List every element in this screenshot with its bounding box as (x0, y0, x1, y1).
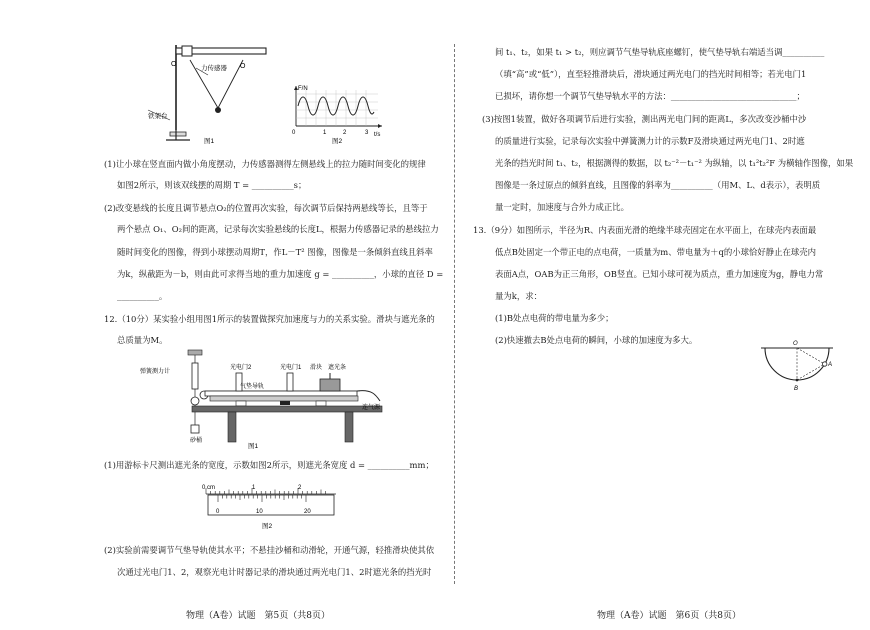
pendulum-figure (140, 40, 275, 145)
q11-p2-line2: 两个悬点 O₁、O₂间的距离，记录每次实验悬线的长度L，根据力传感器记录的悬线拉力 (117, 224, 439, 234)
air-hose (357, 391, 380, 401)
r-line2: （填“高”或“低”），直至轻推滑块后，滑块通过两光电门的挡光时间相等；若光电门1 (495, 69, 807, 79)
r-line4: (3)按图1装置，做好各项调节后进行实验，测出两光电门间的距离L，多次改变沙桶中沙 (482, 114, 807, 124)
vernier-caption: 图2 (262, 523, 273, 530)
q13-part2: (2)快速撤去B处点电荷的瞬间，小球的加速度为多大。 (495, 335, 698, 345)
fig1-caption: 图1 (204, 138, 215, 145)
oa-line (797, 348, 825, 364)
air-track-apparatus (140, 347, 390, 450)
label-b: B (794, 386, 799, 392)
r-line8: 量一定时，加速度与合外力成正比。 (495, 202, 629, 212)
ceiling-mount (188, 350, 202, 355)
r-line3: 已损坏，请你想一个调节气垫导轨水平的方法：______________________________； (495, 91, 805, 101)
pendulum-ball (215, 107, 221, 113)
tick-0: 0 (292, 130, 296, 136)
stand-base (170, 132, 186, 136)
spring-scale (192, 363, 198, 389)
movable-pulley (191, 397, 199, 405)
q11-p1-line1: (1)让小球在竖直面内做小角度摆动，力传感器测得左侧悬线上的拉力随时间变化的规律 (104, 159, 426, 169)
q13-line4: 量为k，求： (495, 291, 542, 301)
main-tick-2: 2 (298, 485, 302, 491)
label-a: A (828, 362, 833, 368)
label-sensor: 力传感器 (201, 65, 227, 72)
q11-p1-line2: 如图2所示，则该双线摆的周期 T = __________s； (117, 180, 307, 190)
q13-line3: 表面A点，OAB为正三角形，OB竖直。已知小球可视为质点，重力加速度为g，静电力常 (495, 269, 824, 279)
r-line5: 的质量进行实验，记录每次实验中弹簧测力计的示数F及滑块通过两光电门1、2时遮 (495, 136, 805, 146)
force-time-graph (286, 82, 388, 144)
q11-p2-line4: 为k，纵截距为－b，则由此可求得当地的重力加速度 g = __________，小球的直径 D = (117, 269, 444, 279)
label-spring: 弹簧测力计 (140, 369, 171, 375)
tick-1: 1 (323, 130, 327, 136)
r-line1: 间 t₁、t₂，如果 t₁ > t₂，则应调节气垫导轨底座螺钉，使气垫导轨右端适当调__________ (495, 47, 825, 57)
fig2-caption: 图2 (332, 138, 343, 144)
q13-line2: 低点B处固定一个带正电的点电荷，一质量为m、带电量为＋q的小球恰好静止在球壳内 (495, 247, 816, 257)
apparatus-caption: 图1 (248, 443, 259, 450)
main-tick-1: 1 (252, 485, 256, 491)
label-strip: 遮光条 (328, 365, 347, 371)
air-track (205, 391, 357, 396)
r-line7: 图像是一条过原点的倾斜直线，且图像的斜率为__________（用M、L、d表示），表明质 (495, 180, 821, 190)
ball-a (823, 362, 827, 366)
q12-head-line1: 12.（10分）某实验小组用图1所示的装置做探究加速度与力的关系实验。滑块与遮光条的 (104, 314, 435, 324)
slider-block (320, 379, 340, 391)
track-base (210, 396, 358, 401)
q13-line1: 13.（9分）如图所示，半径为R、内表面光滑的绝缘半球壳固定在水平面上，在球壳内表面最 (473, 225, 817, 235)
q11-p2-line3: 随时间变化的图像，得到小球摆动周期T，作L－T² 图像，图像是一条倾斜直线且斜率 (117, 247, 433, 257)
footer-left: 物理（A卷）试题 第5页（共8页） (186, 611, 330, 621)
q13-part1: (1)B处点电荷的带电量为多少； (495, 313, 614, 323)
vernier-caliper (196, 480, 346, 532)
right-page (455, 0, 870, 630)
graph-xlabel: t/s (374, 132, 381, 138)
table-top (192, 406, 382, 412)
vernier-tick-10: 10 (256, 509, 263, 515)
tick-3: 3 (365, 130, 369, 136)
label-stand: 铁架台 (148, 113, 168, 120)
vernier-tick-20: 20 (304, 509, 311, 515)
label-track: 气垫导轨 (240, 384, 265, 390)
q12-p2-line2: 次通过光电门1、2，观察光电计时器记录的滑块通过两光电门1、2时遮光条的挡光时 (117, 567, 432, 577)
label-o2: O (240, 63, 246, 70)
label-sand: 砂桶 (190, 438, 203, 444)
photogate-1 (287, 373, 293, 391)
track-weight (280, 401, 290, 405)
label-o: O (793, 341, 798, 347)
q12-head-line2: 总质量为M。 (117, 335, 168, 345)
label-gate1: 光电门1 (280, 365, 302, 371)
tick-2: 2 (343, 130, 347, 136)
graph-ylabel: F/N (298, 86, 308, 92)
label-o: O (171, 61, 177, 68)
charge-b (796, 379, 799, 382)
label-air: 连气源 (362, 405, 381, 411)
vernier-cm: 0 cm (202, 485, 216, 491)
vernier-tick-0: 0 (216, 509, 220, 515)
q11-p2-line1: (2)改变悬线的长度且调节悬点O₂的位置再次实验，每次调节后保持两悬线等长，且等于 (104, 203, 428, 213)
hemisphere-figure (757, 332, 837, 394)
label-gate2: 光电门2 (230, 365, 252, 371)
force-sensor-box (182, 46, 192, 56)
ab-line (797, 364, 825, 380)
sand-bucket (191, 425, 199, 433)
table-leg-left (228, 412, 236, 442)
label-slider: 滑块 (310, 365, 323, 371)
footer-right: 物理（A卷）试题 第6页（共8页） (597, 611, 741, 621)
table-leg-right (345, 412, 353, 442)
q12-p2-line1: (2)实验前需要调节气垫导轨使其水平；不悬挂沙桶和动滑轮，开通气源，轻推滑块使其依 (104, 545, 435, 555)
r-line6: 光条的挡光时间 t₁、t₂，根据测得的数据，以 t₂⁻²－t₁⁻² 为纵轴，以 t₁²t₂²F 为横轴作图像，如果 (495, 158, 854, 168)
q11-p2-line5: __________。 (117, 291, 168, 301)
q12-p1: (1)用游标卡尺测出遮光条的宽度，示数如图2所示，则遮光条宽度 d = __________mm； (104, 460, 434, 470)
